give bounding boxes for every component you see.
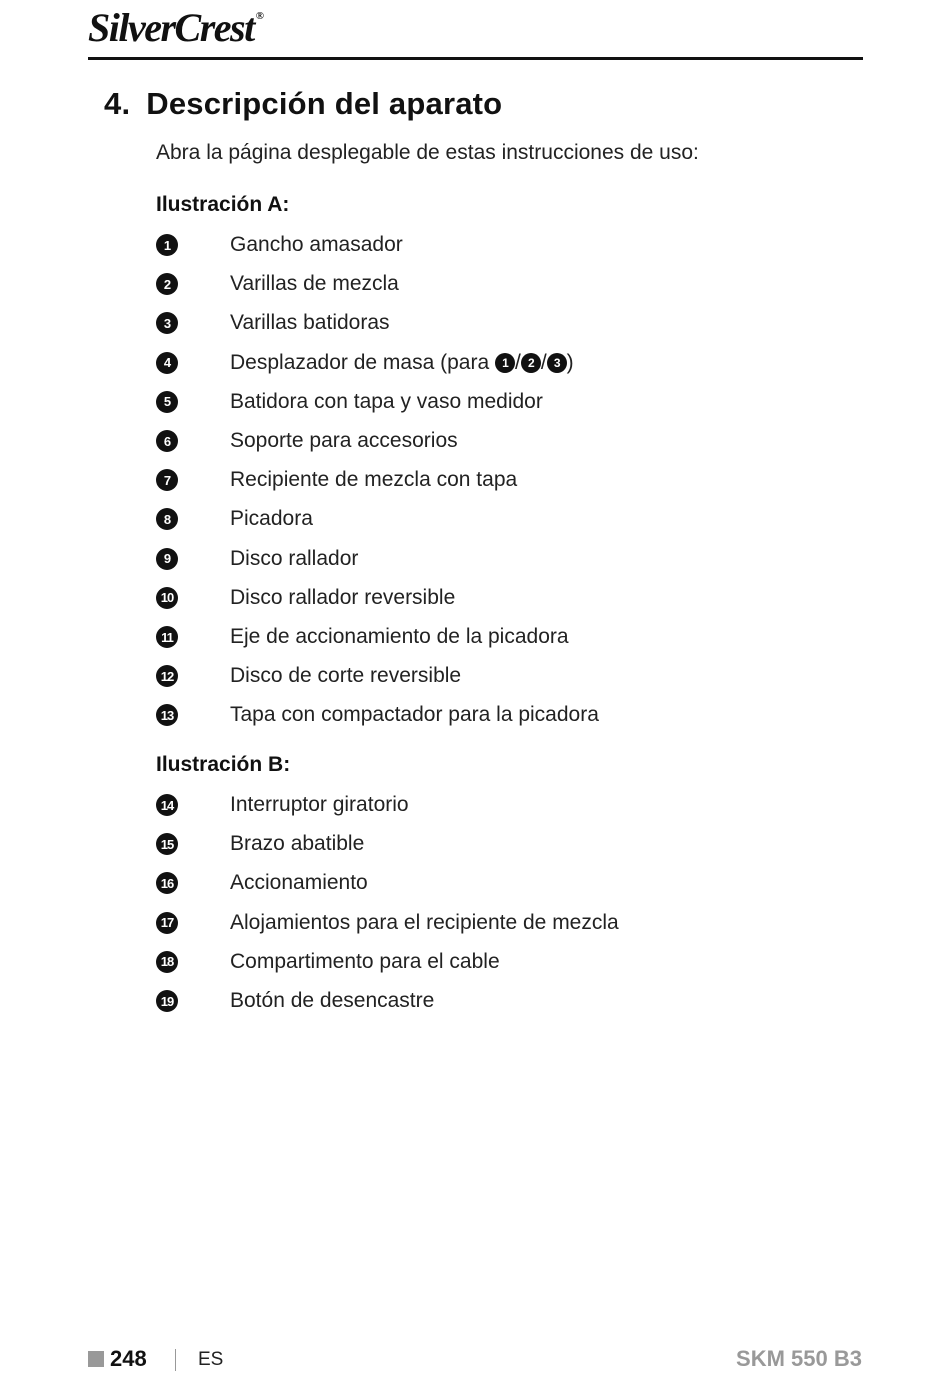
item-label: Alojamientos para el recipiente de mezcla [230, 910, 619, 934]
number-badge: 11 [156, 626, 178, 648]
item-label: Accionamiento [230, 871, 368, 895]
item-label: Tapa con compactador para la picadora [230, 703, 599, 727]
list-item [156, 505, 313, 533]
list-item [156, 388, 543, 416]
number-badge: 5 [156, 391, 178, 413]
list-item [156, 830, 365, 858]
number-badge: 2 [156, 273, 178, 295]
item-label: Picadora [230, 507, 313, 531]
list-item [156, 270, 399, 298]
number-badge: 12 [156, 665, 178, 687]
number-badge: 16 [156, 872, 178, 894]
footer-square-icon [88, 1351, 104, 1367]
number-badge: 1 [495, 353, 515, 373]
list-item [156, 231, 403, 259]
page-number: 248 [110, 1346, 147, 1371]
list-item [156, 987, 435, 1015]
list-item [156, 909, 619, 937]
item-label: Soporte para accesorios [230, 429, 458, 452]
item-label: Botón de desencastre [230, 989, 435, 1012]
language-code: ES [198, 1349, 224, 1370]
list-item [156, 623, 569, 651]
list-item [156, 349, 574, 377]
footer-divider [175, 1349, 176, 1371]
number-badge: 4 [156, 352, 178, 374]
model-number: SKM 550 B3 [736, 1346, 862, 1371]
item-label: Interruptor giratorio [230, 793, 409, 816]
section-title: Descripción del aparato [146, 86, 503, 121]
illustration-b-title: Ilustración B: [156, 753, 291, 776]
illustration-a-title: Ilustración A: [156, 193, 290, 216]
list-item [156, 466, 518, 494]
item-label: Compartimento para el cable [230, 949, 500, 973]
number-badge: 3 [547, 353, 567, 373]
number-badge: 17 [156, 912, 178, 934]
registered-mark: ® [255, 10, 263, 22]
number-badge: 7 [156, 469, 178, 491]
header-rule [88, 57, 863, 60]
item-label: Brazo abatible [230, 832, 365, 856]
item-label: Varillas de mezcla [230, 272, 399, 296]
number-badge: 15 [156, 833, 178, 855]
item-label: Batidora con tapa y vaso medidor [230, 389, 543, 413]
number-badge: 8 [156, 508, 178, 530]
list-item [156, 869, 368, 897]
number-badge: 6 [156, 430, 178, 452]
list-item [156, 545, 359, 573]
section-number: 4. [104, 86, 131, 121]
item-label: Recipiente de mezcla con tapa [230, 468, 518, 492]
list-item [156, 427, 458, 455]
number-badge: 3 [156, 312, 178, 334]
list-item [156, 309, 390, 337]
list-item [156, 584, 456, 612]
number-badge: 18 [156, 951, 178, 973]
number-badge: 14 [156, 794, 178, 816]
item-label: Desplazador de masa (para 1 / 2 / 3 ) [230, 350, 574, 374]
item-label: Eje de accionamiento de la picadora [230, 625, 569, 648]
item-label: Varillas batidoras [230, 311, 390, 335]
item-label: Disco de corte reversible [230, 664, 462, 688]
list-item [156, 791, 409, 819]
number-badge: 19 [156, 990, 178, 1012]
list-item [156, 948, 500, 976]
number-badge: 2 [521, 353, 541, 373]
item-label: Gancho amasador [230, 233, 403, 256]
brand-logo: SilverCrest ® [88, 5, 263, 50]
number-badge: 13 [156, 704, 178, 726]
number-badge: 10 [156, 587, 178, 609]
intro-text: Abra la página desplegable de estas instrucciones de uso: [156, 141, 699, 164]
list-item [156, 662, 462, 690]
list-item [156, 701, 599, 729]
item-label: Disco rallador [230, 546, 359, 570]
section-heading [104, 86, 502, 122]
item-label: Disco rallador reversible [230, 585, 456, 609]
number-badge: 9 [156, 548, 178, 570]
number-badge: 1 [156, 234, 178, 256]
